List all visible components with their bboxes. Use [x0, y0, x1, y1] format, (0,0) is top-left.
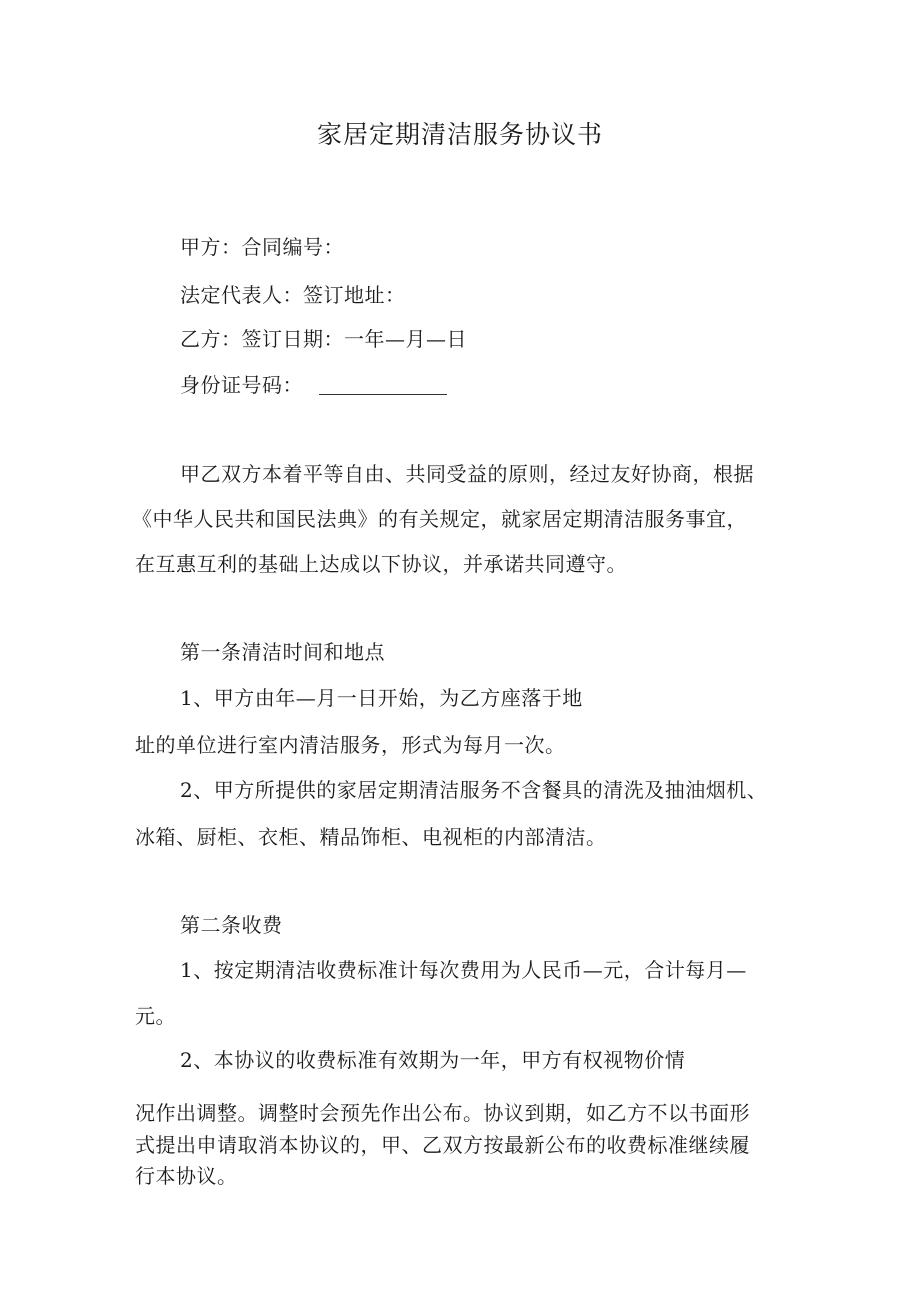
article-1-clause-1-line: 址的单位进行室内清洁服务，形式为每月一次。: [135, 733, 566, 757]
article-2-clause-2-line: 2、本协议的收费标准有效期为一年，甲方有权视物价情: [180, 1048, 686, 1072]
document-title: 家居定期清洁服务协议书: [316, 120, 603, 149]
article-2-clause-2-line: 况作出调整。调整时会预先作出公布。协议到期，如乙方不以书面形: [135, 1101, 750, 1125]
preamble-line: 《中华人民共和国民法典》的有关规定，就家居定期清洁服务事宜，: [132, 507, 747, 531]
id-number-blank: [319, 374, 447, 395]
article-1-clause-2-line: 2、甲方所提供的家居定期清洁服务不含餐具的清洗及抽油烟机、: [180, 778, 768, 802]
article-2-clause-2-line: 行本协议。: [135, 1164, 238, 1188]
article-2-heading: 第二条收费: [180, 913, 283, 937]
article-2-clause-1-line: 元。: [135, 1004, 176, 1028]
article-1-clause-2-line: 冰箱、厨柜、衣柜、精品饰柜、电视柜的内部清洁。: [135, 825, 607, 849]
legal-rep-line: 法定代表人：签订地址：: [180, 283, 406, 307]
preamble-line: 甲乙双方本着平等自由、共同受益的原则，经过友好协商，根据: [180, 462, 754, 486]
article-1-clause-1-line: 1、甲方由年—月一日开始，为乙方座落于地: [180, 686, 583, 710]
id-number-line: [180, 371, 447, 399]
preamble-line: 在互惠互利的基础上达成以下协议，并承诺共同遵守。: [135, 552, 627, 576]
party-a-line: 甲方：合同编号：: [180, 235, 344, 259]
article-2-clause-2-line: 式提出申请取消本协议的，甲、乙双方按最新公布的收费标准继续履: [135, 1133, 750, 1157]
id-number-label: 身份证号码：: [180, 373, 303, 397]
article-2-clause-1-line: 1、按定期清洁收费标准计每次费用为人民币—元，合计每月—: [180, 958, 747, 982]
article-1-heading: 第一条清洁时间和地点: [180, 640, 385, 664]
party-b-line: 乙方：签订日期：一年—月—日: [180, 327, 467, 351]
